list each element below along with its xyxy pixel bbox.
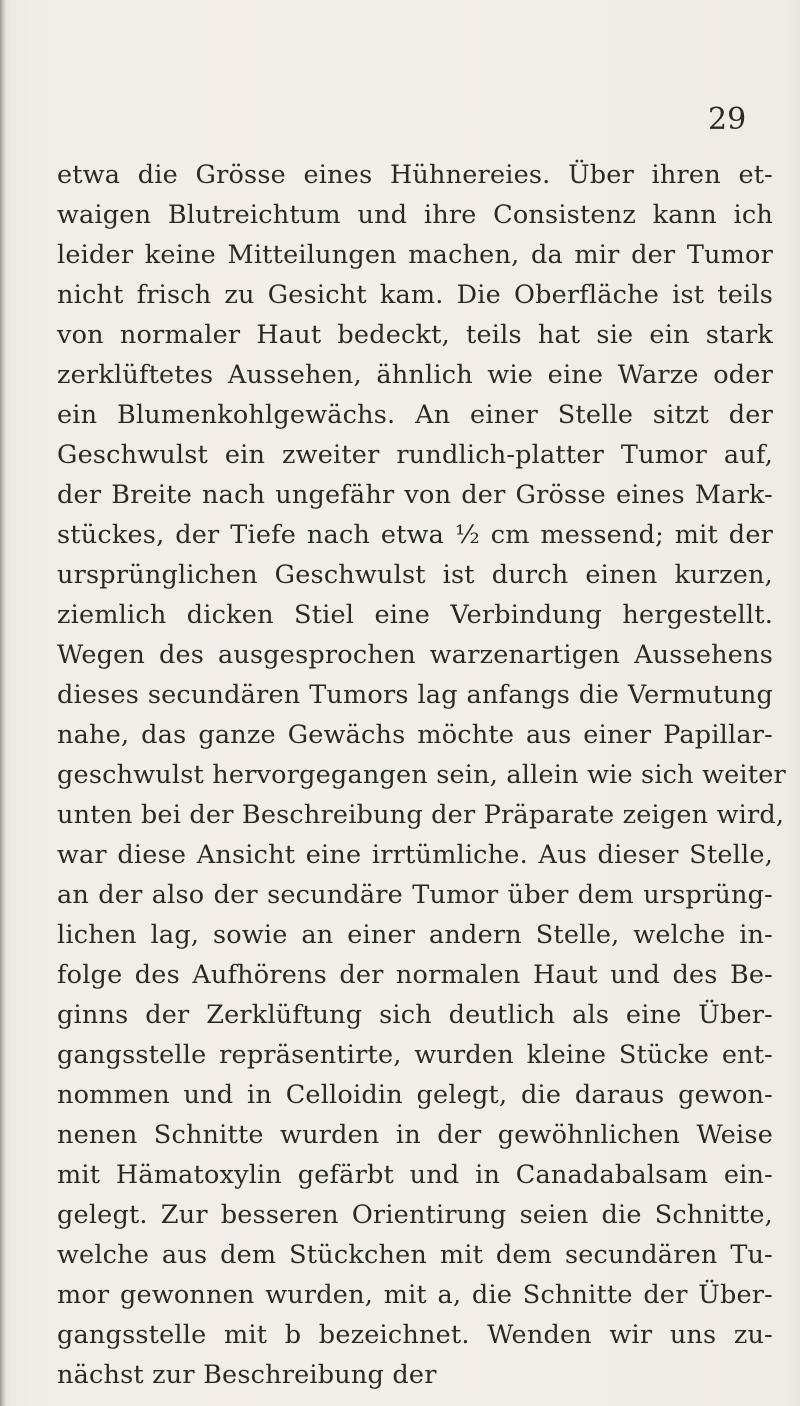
text-line: lichen lag, sowie an einer andern Stelle, welche in- xyxy=(57,920,773,950)
text-line: war diese Ansicht eine irrtümliche. Aus dieser Stelle, xyxy=(57,840,773,870)
text-line: Geschwulst ein zweiter rundlich-platter Tumor auf, xyxy=(57,440,773,470)
text-line: nicht frisch zu Gesicht kam. Die Oberfläche ist teils xyxy=(57,280,773,310)
text-line: ursprünglichen Geschwulst ist durch einen kurzen, xyxy=(57,560,773,590)
text-line: leider keine Mitteilungen machen, da mir der Tumor xyxy=(57,240,773,270)
text-line: nenen Schnitte wurden in der gewöhnlichen Weise xyxy=(57,1120,773,1150)
text-line: mor gewonnen wurden, mit a, die Schnitte der Über- xyxy=(57,1280,773,1310)
text-line: ein Blumenkohlgewächs. An einer Stelle sitzt der xyxy=(57,400,773,430)
page-binding-edge xyxy=(0,0,6,1406)
text-line: gelegt. Zur besseren Orientirung seien die Schnitte, xyxy=(57,1200,773,1230)
text-line: etwa die Grösse eines Hühnereies. Über ihren et- xyxy=(57,160,773,190)
text-line: nahe, das ganze Gewächs möchte aus einer Papillar- xyxy=(57,720,773,750)
text-line: der Breite nach ungefähr von der Grösse eines Mark- xyxy=(57,480,773,510)
text-line: stückes, der Tiefe nach etwa ½ cm messend; mit der xyxy=(57,520,773,550)
text-line: unten bei der Beschreibung der Präparate zeigen wird, xyxy=(57,800,785,830)
text-line: ginns der Zerklüftung sich deutlich als eine Über- xyxy=(57,1000,773,1030)
text-line: geschwulst hervorgegangen sein, allein wie sich weiter xyxy=(57,760,786,790)
text-line: nommen und in Celloidin gelegt, die daraus gewon- xyxy=(57,1080,773,1110)
text-line: gangsstelle repräsentirte, wurden kleine Stücke ent- xyxy=(57,1040,773,1070)
text-line: dieses secundären Tumors lag anfangs die Vermutung xyxy=(57,680,773,710)
text-line: Wegen des ausgesprochen warzenartigen Aussehens xyxy=(57,640,773,670)
text-line: zerklüftetes Aussehen, ähnlich wie eine Warze oder xyxy=(57,360,773,390)
text-line: von normaler Haut bedeckt, teils hat sie ein stark xyxy=(57,320,773,350)
text-line: an der also der secundäre Tumor über dem ursprüng- xyxy=(57,880,773,910)
body-text xyxy=(57,155,786,1395)
text-line: mit Hämatoxylin gefärbt und in Canadabalsam ein- xyxy=(57,1160,773,1190)
page-number: 29 xyxy=(708,102,747,137)
text-line: welche aus dem Stückchen mit dem secundären Tu- xyxy=(57,1240,773,1270)
text-line: folge des Aufhörens der normalen Haut und des Be- xyxy=(57,960,773,990)
text-line: nächst zur Beschreibung der xyxy=(57,1360,437,1390)
text-line: gangsstelle mit b bezeichnet. Wenden wir uns zu- xyxy=(57,1320,773,1350)
text-line: ziemlich dicken Stiel eine Verbindung hergestellt. xyxy=(57,600,773,630)
text-line: waigen Blutreichtum und ihre Consistenz kann ich xyxy=(57,200,773,230)
